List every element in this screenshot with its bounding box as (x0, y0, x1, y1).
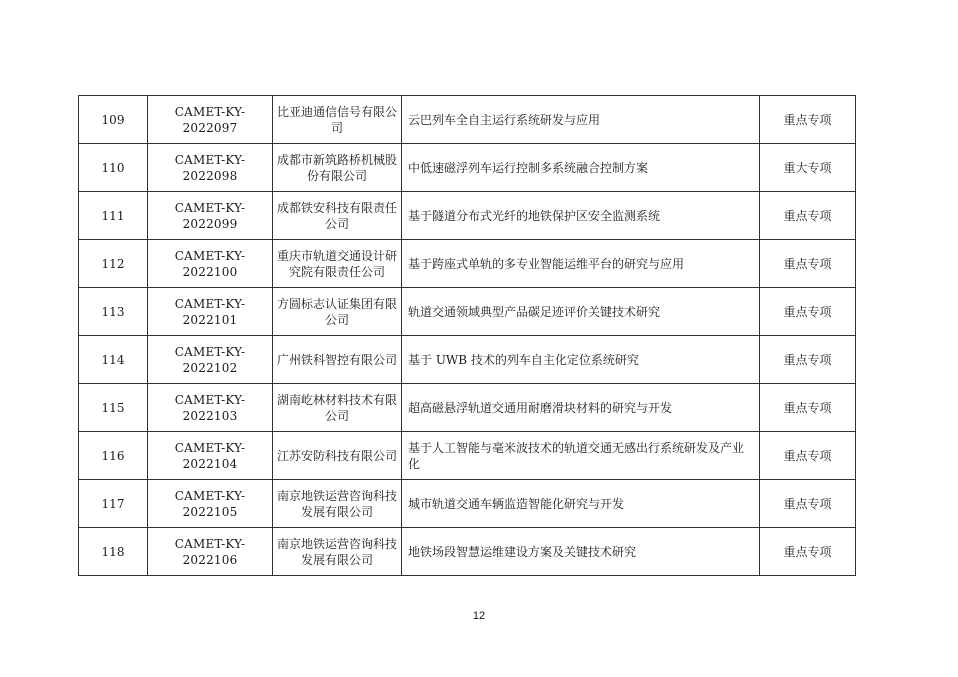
project-title: 基于 UWB 技术的列车自主化定位系统研究 (402, 336, 760, 384)
project-type: 重点专项 (760, 432, 856, 480)
page-number: 12 (472, 610, 486, 622)
table-row (79, 480, 856, 528)
project-type: 重点专项 (760, 192, 856, 240)
project-type: 重点专项 (760, 384, 856, 432)
row-number: 115 (79, 384, 148, 432)
project-code: CAMET-KY-2022106 (148, 528, 273, 576)
row-number: 116 (79, 432, 148, 480)
project-type: 重点专项 (760, 96, 856, 144)
row-number: 113 (79, 288, 148, 336)
table-body (79, 96, 856, 576)
project-code: CAMET-KY-2022100 (148, 240, 273, 288)
row-number: 111 (79, 192, 148, 240)
project-title: 超高磁悬浮轨道交通用耐磨滑块材料的研究与开发 (402, 384, 760, 432)
project-code: CAMET-KY-2022105 (148, 480, 273, 528)
table-row (79, 432, 856, 480)
table-row (79, 192, 856, 240)
table-row (79, 384, 856, 432)
project-type: 重大专项 (760, 144, 856, 192)
project-code: CAMET-KY-2022102 (148, 336, 273, 384)
row-number: 110 (79, 144, 148, 192)
organization-name: 方圆标志认证集团有限公司 (273, 288, 402, 336)
table-row (79, 96, 856, 144)
project-type: 重点专项 (760, 288, 856, 336)
project-code: CAMET-KY-2022104 (148, 432, 273, 480)
organization-name: 广州铁科智控有限公司 (273, 336, 402, 384)
project-title: 轨道交通领域典型产品碳足迹评价关键技术研究 (402, 288, 760, 336)
project-type: 重点专项 (760, 528, 856, 576)
project-title: 中低速磁浮列车运行控制多系统融合控制方案 (402, 144, 760, 192)
project-title: 基于跨座式单轨的多专业智能运维平台的研究与应用 (402, 240, 760, 288)
project-title: 地铁场段智慧运维建设方案及关键技术研究 (402, 528, 760, 576)
project-table (78, 95, 856, 576)
organization-name: 比亚迪通信信号有限公司 (273, 96, 402, 144)
row-number: 118 (79, 528, 148, 576)
project-type: 重点专项 (760, 480, 856, 528)
organization-name: 成都市新筑路桥机械股份有限公司 (273, 144, 402, 192)
project-code: CAMET-KY-2022103 (148, 384, 273, 432)
project-title: 基于隧道分布式光纤的地铁保护区安全监测系统 (402, 192, 760, 240)
project-title: 基于人工智能与毫米波技术的轨道交通无感出行系统研发及产业化 (402, 432, 760, 480)
organization-name: 成都铁安科技有限责任公司 (273, 192, 402, 240)
organization-name: 南京地铁运营咨询科技发展有限公司 (273, 480, 402, 528)
row-number: 117 (79, 480, 148, 528)
organization-name: 南京地铁运营咨询科技发展有限公司 (273, 528, 402, 576)
row-number: 109 (79, 96, 148, 144)
row-number: 112 (79, 240, 148, 288)
project-type: 重点专项 (760, 336, 856, 384)
table-row (79, 144, 856, 192)
organization-name: 江苏安防科技有限公司 (273, 432, 402, 480)
project-code: CAMET-KY-2022098 (148, 144, 273, 192)
row-number: 114 (79, 336, 148, 384)
table-row (79, 528, 856, 576)
project-title: 城市轨道交通车辆监造智能化研究与开发 (402, 480, 760, 528)
table-row (79, 240, 856, 288)
project-code: CAMET-KY-2022101 (148, 288, 273, 336)
table-row (79, 336, 856, 384)
project-code: CAMET-KY-2022099 (148, 192, 273, 240)
project-type: 重点专项 (760, 240, 856, 288)
organization-name: 重庆市轨道交通设计研究院有限责任公司 (273, 240, 402, 288)
table-row (79, 288, 856, 336)
project-code: CAMET-KY-2022097 (148, 96, 273, 144)
organization-name: 湖南屹林材料技术有限公司 (273, 384, 402, 432)
project-title: 云巴列车全自主运行系统研发与应用 (402, 96, 760, 144)
